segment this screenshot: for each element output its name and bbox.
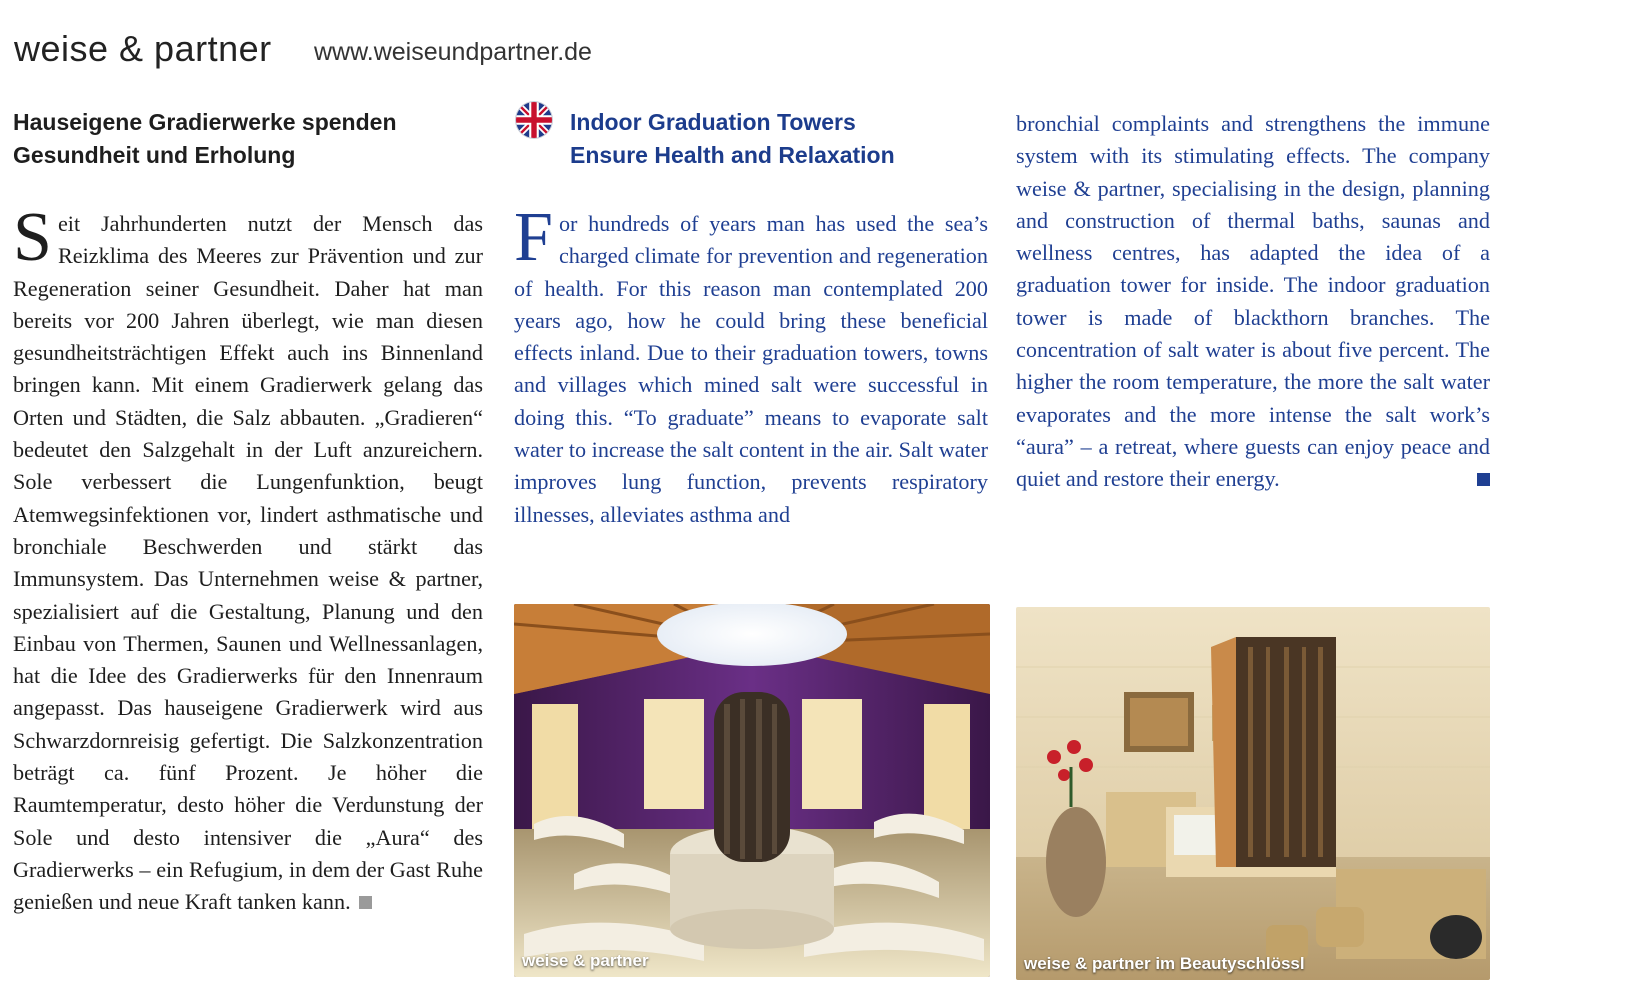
salt-room-image	[514, 604, 990, 977]
brand-name: weise & partner	[14, 28, 272, 69]
beautyschloessl-image	[1016, 607, 1490, 980]
english-body-part1	[514, 199, 988, 531]
german-headline	[13, 106, 483, 172]
english-body-text-2: bronchial complaints and strengthens the immune system with its stimulating effects. The company weise & partner, specialising in the design, planning and construction of thermal baths, saunas and wellness centres, has adapted the idea of a graduation tower for inside. The indoor graduation tower is made of blackthorn branches. The concentration of salt water is about five percent. The higher the room temperature, the more the salt water evaporates and the more intense the salt work’s “aura” – a retreat, where guests can enjoy peace and quiet and restore their energy.	[1016, 111, 1490, 492]
beautyschloessl-photo	[1016, 607, 1490, 980]
english-headline-line2: Ensure Health and Relaxation	[570, 142, 895, 168]
german-headline-line1: Hauseigene Gradierwerke spenden	[13, 109, 397, 135]
english-article	[514, 100, 988, 531]
end-mark-icon	[359, 896, 372, 909]
end-mark-icon	[1477, 473, 1490, 486]
english-headline	[570, 106, 988, 172]
german-article	[13, 100, 483, 919]
english-article-continued	[1016, 108, 1490, 496]
english-headline-block	[514, 106, 988, 172]
german-body	[13, 199, 483, 919]
website-url[interactable]: www.weiseundpartner.de	[314, 38, 592, 66]
salt-room-photo	[514, 604, 990, 977]
english-dropcap: F	[514, 199, 553, 276]
english-body-text-1: or hundreds of years man has used the sea’s charged climate for prevention and regeneration of health. For this reason man contemplated 200 years ago, how he could bring these beneficial effects inland. Due to their graduation towers, towns and villages which mined salt were successful in doing this. “To graduate” means to evaporate salt water to increase the salt content in the air. Salt water improves lung function, prevents respiratory illnesses, alleviates asthma and	[514, 211, 988, 527]
uk-flag-icon	[516, 102, 552, 138]
english-body-part2	[1016, 108, 1490, 496]
german-headline-line2: Gesundheit und Erholung	[13, 142, 296, 168]
german-body-text: eit Jahrhunderten nutzt der Mensch das Reizklima des Meeres zur Prävention und zur Regeneration seiner Gesundheit. Daher hat man bereits vor 200 Jahren überlegt, wie man diesen gesundheitsträchtigen Effekt auch ins Binnenland bringen kann. Mit einem Gradierwerk gelang das Orten und Städten, die Salz abbauten. „Gradieren“ bedeutet den Salzgehalt in der Luft anzureichern. Sole verbessert die Lungenfunktion, beugt Atemwegsinfektionen vor, lindert asthmatische und bronchiale Beschwerden und stärkt das Immunsystem. Das Unternehmen weise & partner, spezialisiert auf die Gestaltung, Planung und den Einbau von Thermen, Saunen und Wellnessanlagen, hat die Idee des Gradierwerks für den Innenraum angepasst. Das hauseigene Gradierwerk wird aus Schwarzdornreisig gefertigt. Die Salzkonzentration beträgt ca. fünf Prozent. Je höher die Raumtemperatur, desto höher die Verdunstung der Sole und desto intensiver die „Aura“ des Gradierwerks – ein Refugium, in dem der Gast Ruhe genießen und neue Kraft tanken kann.	[13, 211, 483, 915]
photo-credit: weise & partner	[522, 951, 649, 970]
photo-credit: weise & partner im Beautyschlössl	[1024, 954, 1305, 973]
english-headline-line1: Indoor Graduation Towers	[570, 109, 856, 135]
german-dropcap: S	[13, 199, 52, 276]
